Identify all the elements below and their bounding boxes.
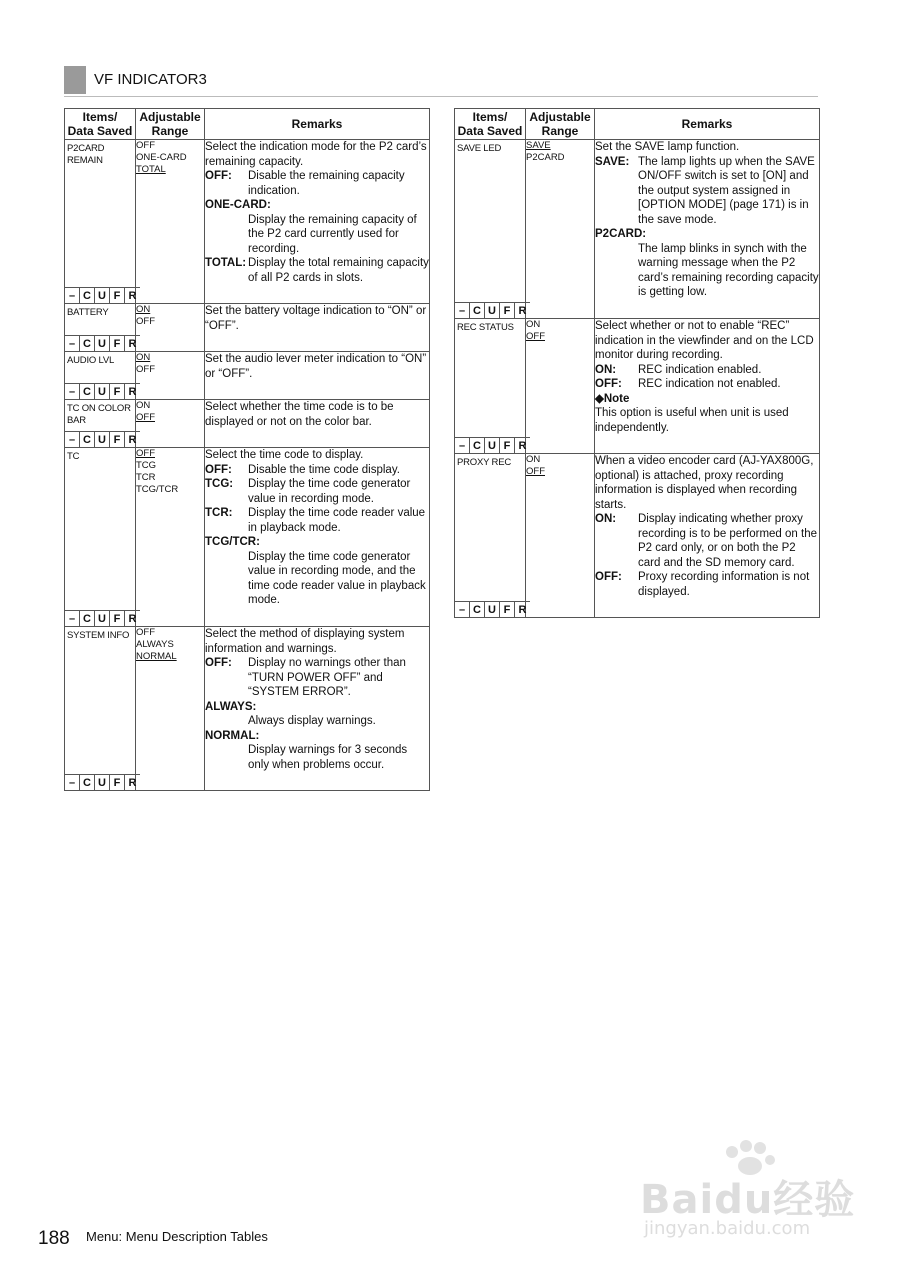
remarks-cell — [205, 140, 430, 304]
remarks-indent-text: Display warnings for 3 seconds only when problems occur. — [248, 744, 408, 771]
definition-key: TCG: — [205, 478, 234, 490]
data-saved-flag: U — [95, 610, 110, 626]
item-name-line: TC — [67, 451, 80, 462]
item-wrap — [455, 454, 525, 617]
data-saved-flag: F — [110, 383, 125, 399]
remarks-cell — [595, 454, 820, 618]
remarks-label: ALWAYS: — [205, 700, 257, 713]
range-option: TCR — [136, 472, 156, 483]
watermark-logo: Baidu经验 — [640, 1177, 856, 1223]
table-row — [65, 627, 430, 791]
remarks-intro: Set the battery voltage indication to “ON” or “OFF”. — [205, 305, 427, 332]
item-name — [455, 319, 525, 334]
definition-value: The lamp lights up when the SAVE ON/OFF switch is set to [ON] and the output system assigned in [OPTION MODE] (page 171) is in the save mode. — [638, 155, 815, 226]
definition-value: Disable the remaining capacity indication. — [248, 170, 405, 197]
range-option: ON — [136, 304, 151, 315]
remarks-definition — [595, 512, 819, 570]
remarks-intro: Select whether the time code is to be displayed or not on the color bar. — [205, 401, 394, 428]
data-saved-flag: C — [80, 335, 95, 351]
item-name-line: SYSTEM INFO — [67, 630, 130, 641]
table-row — [65, 352, 430, 400]
data-saved-flag: R — [125, 287, 140, 303]
remarks-definition — [205, 477, 429, 506]
remarks-indent-text: Always display warnings. — [248, 715, 376, 727]
data-saved-flags — [65, 335, 140, 351]
note-text: This option is useful when unit is used independently. — [595, 407, 789, 434]
data-saved-flag: R — [125, 335, 140, 351]
table-row — [455, 140, 820, 319]
baidu-watermark — [640, 1140, 860, 1250]
remarks-cell — [205, 304, 430, 352]
item-name-line: AUDIO LVL — [67, 355, 115, 366]
data-saved-flag: C — [80, 287, 95, 303]
data-saved-flag: F — [500, 437, 515, 453]
table-row — [65, 400, 430, 448]
definition-key: SAVE: — [595, 155, 630, 168]
remarks-label: NORMAL: — [205, 729, 260, 742]
range-cell — [526, 319, 595, 454]
remarks-definition — [205, 463, 429, 478]
data-saved-flag: R — [515, 437, 530, 453]
range-option: P2CARD — [526, 152, 565, 163]
item-name-line: TC ON COLOR — [67, 403, 131, 414]
range-option: TCG/TCR — [136, 484, 179, 495]
definition-value: REC indication enabled. — [638, 363, 762, 376]
data-saved-flags — [65, 383, 140, 399]
col-header-range: Adjustable Range — [526, 109, 595, 140]
data-saved-flag: C — [470, 437, 485, 453]
range-option: ON — [526, 319, 541, 330]
data-saved-flags — [65, 610, 140, 626]
data-saved-flag: C — [470, 601, 485, 617]
table-row — [455, 319, 820, 454]
data-saved-flag: – — [65, 335, 80, 351]
range-option: OFF — [136, 627, 155, 638]
definition-value: Display the total remaining capacity of all P2 cards in slots. — [248, 257, 429, 284]
data-saved-flag: C — [80, 774, 95, 790]
definition-key: OFF: — [595, 571, 622, 583]
data-saved-flag: U — [485, 601, 500, 617]
item-name-line: BATTERY — [67, 307, 109, 318]
data-saved-flags — [455, 302, 530, 318]
item-cell — [65, 448, 136, 627]
table-row — [455, 454, 820, 618]
remarks-intro: When a video encoder card (AJ-YAX800G, optional) is attached, proxy recording information is displayed when recording starts. — [595, 455, 814, 511]
remarks-definition — [205, 506, 429, 535]
data-saved-flag: – — [65, 287, 80, 303]
data-saved-flag: C — [470, 302, 485, 318]
data-saved-flag: – — [455, 437, 470, 453]
range-option: ALWAYS — [136, 639, 174, 650]
col-header-items: Items/ Data Saved — [65, 109, 136, 140]
remarks-intro: Select the time code to display. — [205, 449, 364, 461]
data-saved-flag: F — [500, 601, 515, 617]
col-header-items: Items/ Data Saved — [455, 109, 526, 140]
remarks-indent-text: The lamp blinks in synch with the warning message when the P2 card’s remaining recording capacity is getting low. — [638, 242, 819, 298]
range-option: OFF — [136, 448, 155, 459]
item-cell — [65, 352, 136, 400]
remarks-cell — [595, 140, 820, 319]
range-cell — [526, 140, 595, 319]
footer-text: Menu: Menu Description Tables — [86, 1229, 268, 1244]
item-cell — [65, 140, 136, 304]
data-saved-flags — [65, 774, 140, 790]
item-wrap — [65, 352, 135, 399]
item-name — [65, 140, 135, 167]
remarks-cell — [205, 448, 430, 627]
data-saved-flags — [455, 601, 530, 617]
remarks-indent-text: Display the time code generator value in recording mode, and the time code reader value in playback mode. — [248, 550, 426, 606]
remarks-definition — [205, 256, 429, 285]
data-saved-flag: R — [515, 601, 530, 617]
data-saved-flag: U — [95, 287, 110, 303]
range-cell — [136, 140, 205, 304]
item-wrap — [65, 304, 135, 351]
item-cell — [455, 454, 526, 618]
data-saved-flag: F — [110, 774, 125, 790]
remarks-intro: Select the method of displaying system information and warnings. — [205, 628, 405, 655]
remarks-label: P2CARD: — [595, 228, 647, 240]
remarks-intro: Select whether or not to enable “REC” indication in the viewfinder and on the LCD monitor during recording. — [595, 320, 814, 361]
range-option: OFF — [136, 140, 155, 151]
item-cell — [455, 319, 526, 454]
definition-key: ON: — [595, 363, 617, 376]
data-saved-flag: R — [125, 431, 140, 447]
data-saved-flag: R — [515, 302, 530, 318]
definition-value: Display the time code generator value in recording mode. — [248, 478, 411, 505]
range-option: TOTAL — [136, 164, 166, 175]
data-saved-flag: U — [485, 437, 500, 453]
range-option: ONE-CARD — [136, 152, 187, 163]
data-saved-flag: F — [110, 287, 125, 303]
item-wrap — [65, 400, 135, 447]
remarks-cell — [595, 319, 820, 454]
remarks-definition — [595, 377, 819, 392]
range-option: OFF — [526, 466, 545, 477]
menu-table-right — [454, 108, 820, 618]
range-option: TCG — [136, 460, 157, 471]
definition-value: Display indicating whether proxy recording is to be performed on the P2 card only, or on both the P2 card and the SD memory card. — [638, 513, 817, 569]
data-saved-flag: R — [125, 610, 140, 626]
page-title: VF INDICATOR3 — [94, 71, 207, 88]
item-name-line: PROXY REC — [457, 457, 511, 468]
range-cell — [136, 448, 205, 627]
section-header — [64, 66, 818, 97]
data-saved-flag: U — [95, 774, 110, 790]
data-saved-flag: – — [65, 774, 80, 790]
definition-key: OFF: — [205, 463, 232, 476]
remarks-label: TCG/TCR: — [205, 536, 260, 548]
range-option: SAVE — [526, 140, 551, 151]
item-cell — [65, 400, 136, 448]
definition-value: Display no warnings other than “TURN POWER OFF” and “SYSTEM ERROR”. — [248, 657, 406, 698]
item-name-line: P2CARD — [67, 143, 105, 154]
data-saved-flag: R — [125, 383, 140, 399]
range-option: ON — [136, 400, 151, 411]
item-name-line: REC STATUS — [457, 322, 514, 333]
watermark-url: jingyan.baidu.com — [644, 1218, 811, 1239]
range-option: OFF — [136, 364, 155, 375]
range-cell — [136, 304, 205, 352]
remarks-intro: Set the SAVE lamp function. — [595, 141, 740, 153]
col-header-remarks: Remarks — [595, 109, 820, 140]
definition-value: Display the time code reader value in playback mode. — [248, 507, 426, 534]
item-wrap — [65, 448, 135, 626]
table-row — [65, 140, 430, 304]
item-name — [65, 448, 135, 463]
remarks-intro: Set the audio lever meter indication to “ON” or “OFF”. — [205, 353, 427, 380]
item-name — [65, 400, 135, 427]
data-saved-flag: F — [110, 335, 125, 351]
remarks-cell — [205, 352, 430, 400]
range-option: ON — [526, 454, 541, 465]
data-saved-flags — [65, 287, 140, 303]
col-header-range: Adjustable Range — [136, 109, 205, 140]
remarks-definition — [595, 363, 819, 378]
data-saved-flag: – — [455, 302, 470, 318]
definition-value: Disable the time code display. — [248, 463, 400, 476]
data-saved-flag: C — [80, 383, 95, 399]
page-number: 188 — [38, 1228, 70, 1249]
data-saved-flag: R — [125, 774, 140, 790]
range-cell — [136, 627, 205, 791]
range-cell — [136, 352, 205, 400]
item-wrap — [65, 627, 135, 790]
item-wrap — [455, 140, 525, 318]
item-cell — [455, 140, 526, 319]
data-saved-flags — [455, 437, 530, 453]
data-saved-flag: – — [65, 383, 80, 399]
definition-key: TOTAL: — [205, 257, 247, 269]
item-wrap — [65, 140, 135, 303]
item-wrap — [455, 319, 525, 453]
data-saved-flag: F — [110, 431, 125, 447]
remarks-cell — [205, 400, 430, 448]
menu-table-left — [64, 108, 430, 791]
definition-key: ON: — [595, 513, 617, 525]
data-saved-flag: U — [485, 302, 500, 318]
item-cell — [65, 304, 136, 352]
range-option: OFF — [136, 316, 155, 327]
table-row — [65, 448, 430, 627]
remarks-definition — [205, 656, 429, 700]
data-saved-flag: C — [80, 610, 95, 626]
data-saved-flag: F — [110, 610, 125, 626]
table-row — [65, 304, 430, 352]
remarks-definition — [595, 155, 819, 228]
data-saved-flag: U — [95, 335, 110, 351]
range-cell — [136, 400, 205, 448]
remarks-intro: Select the indication mode for the P2 card’s remaining capacity. — [205, 141, 427, 168]
data-saved-flag: – — [65, 610, 80, 626]
data-saved-flags — [65, 431, 140, 447]
definition-key: OFF: — [205, 170, 232, 182]
range-option: NORMAL — [136, 651, 177, 662]
item-name — [65, 304, 135, 319]
definition-key: TCR: — [205, 507, 233, 519]
remarks-definition — [595, 570, 819, 599]
range-option: ON — [136, 352, 151, 363]
data-saved-flag: – — [65, 431, 80, 447]
item-cell — [65, 627, 136, 791]
data-saved-flag: C — [80, 431, 95, 447]
data-saved-flag: U — [95, 383, 110, 399]
item-name-line: SAVE LED — [457, 143, 502, 154]
definition-value: Proxy recording information is not displayed. — [638, 571, 810, 598]
col-header-remarks: Remarks — [205, 109, 430, 140]
note-heading: ◆Note — [595, 392, 630, 405]
data-saved-flag: – — [455, 601, 470, 617]
range-option: OFF — [136, 412, 155, 423]
remarks-indent-text: Display the remaining capacity of the P2 card currently used for recording. — [248, 213, 417, 255]
item-name — [65, 627, 135, 642]
definition-key: OFF: — [205, 657, 232, 669]
item-name-line: BAR — [67, 415, 86, 426]
remarks-cell — [205, 627, 430, 791]
item-name-line: REMAIN — [67, 155, 103, 166]
header-bar — [64, 66, 86, 94]
remarks-definition — [205, 169, 429, 198]
range-option: OFF — [526, 331, 545, 342]
data-saved-flag: F — [500, 302, 515, 318]
definition-value: REC indication not enabled. — [638, 378, 781, 390]
range-cell — [526, 454, 595, 618]
item-name — [455, 454, 525, 469]
item-name — [455, 140, 525, 155]
definition-key: OFF: — [595, 378, 622, 390]
item-name — [65, 352, 135, 367]
remarks-label: ONE-CARD: — [205, 199, 271, 211]
data-saved-flag: U — [95, 431, 110, 447]
